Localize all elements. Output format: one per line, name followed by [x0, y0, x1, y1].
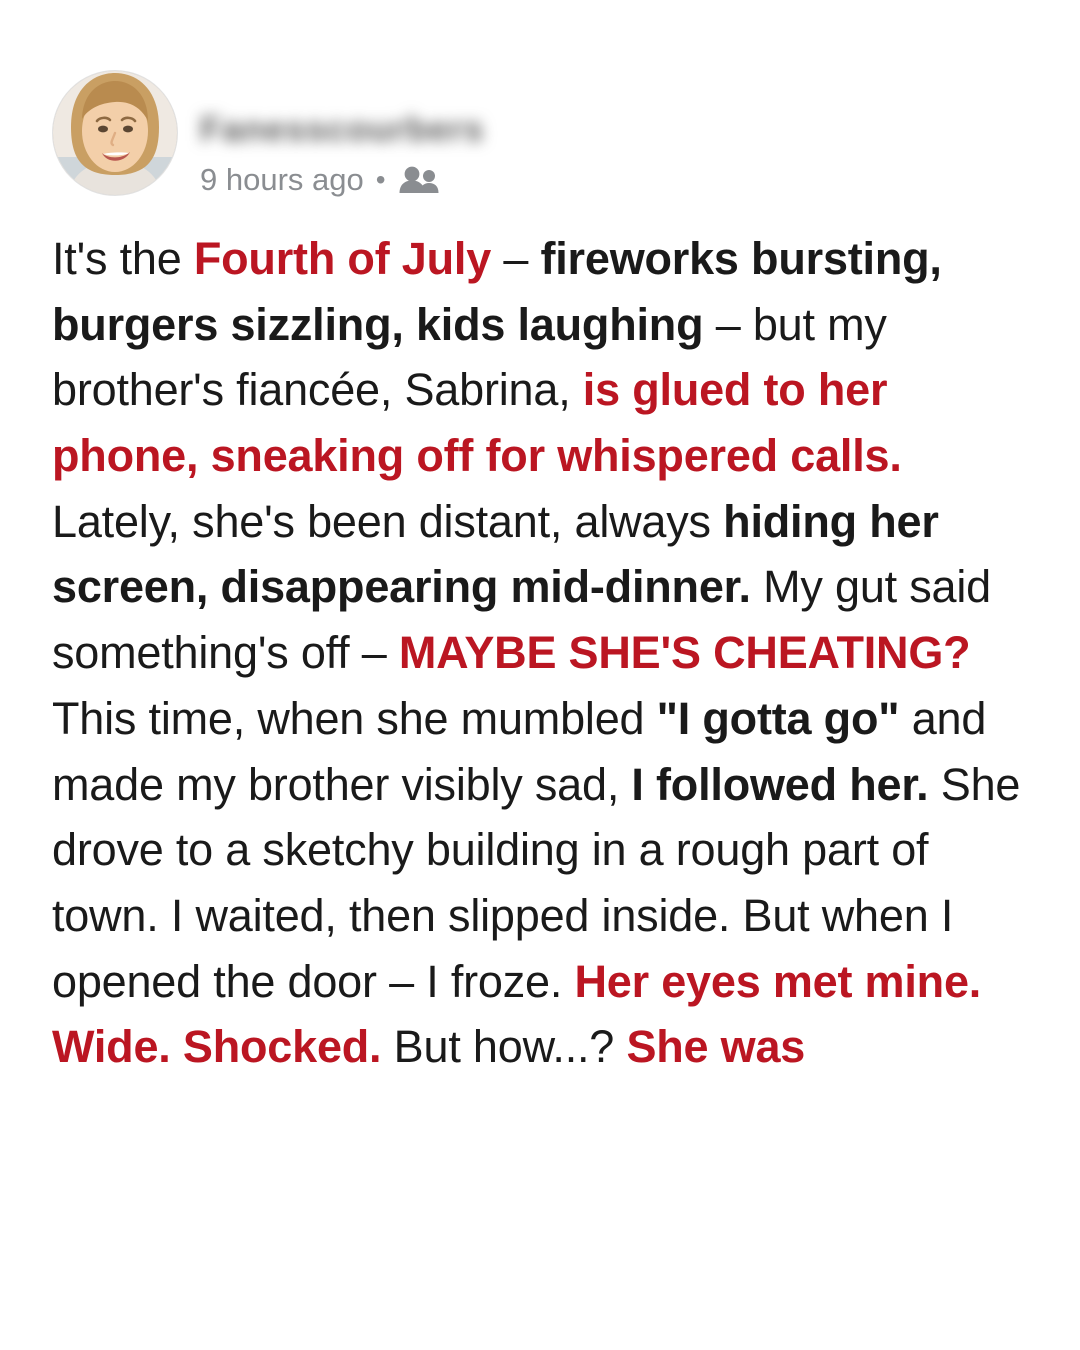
post-run-10: This time, when she mumbled [52, 692, 657, 744]
post-run-9: MAYBE SHE'S CHEATING? [398, 627, 971, 679]
post-subline [200, 162, 1028, 198]
post-run-11: "I gotta go" [656, 692, 900, 744]
post-run-4: – but my brother's fiancée, Sabrina, [52, 298, 887, 416]
post-run-17: She was [626, 1021, 806, 1073]
post-run-6: Lately, she's been distant, always [52, 495, 724, 547]
post-run-16: But how...? [381, 1021, 627, 1073]
post-run-7: hiding her screen, disappearing mid-dinner. [52, 495, 939, 613]
post-header [52, 70, 1028, 220]
post-run-8: My gut said something's off – [52, 561, 991, 679]
post-run-0: It's the [52, 233, 194, 284]
post-run-2: – [491, 233, 541, 284]
post-run-12: and made my brother visibly sad, [52, 692, 987, 810]
post-body [52, 226, 1028, 1080]
post-timestamp[interactable]: 9 hours ago [200, 162, 364, 197]
author-name[interactable]: Fanesscourbers [200, 110, 485, 149]
post-run-5: is glued to her phone, sneaking off for whispered calls. [52, 364, 902, 482]
meta-separator: • [375, 164, 386, 195]
post-run-1: Fourth of July [193, 233, 492, 284]
friends-icon[interactable] [398, 165, 440, 195]
post-run-13: I followed her. [631, 758, 929, 810]
post-run-14: She drove to a sketchy building in a rough part of town. I waited, then slipped inside. But when I opened the door – I froze. [52, 758, 1021, 1007]
post-meta [196, 70, 1028, 198]
post-run-15: Her eyes met mine. Wide. Shocked. [52, 955, 982, 1073]
avatar[interactable] [52, 70, 178, 196]
post-run-3: fireworks bursting, burgers sizzling, kids laughing [52, 233, 942, 350]
